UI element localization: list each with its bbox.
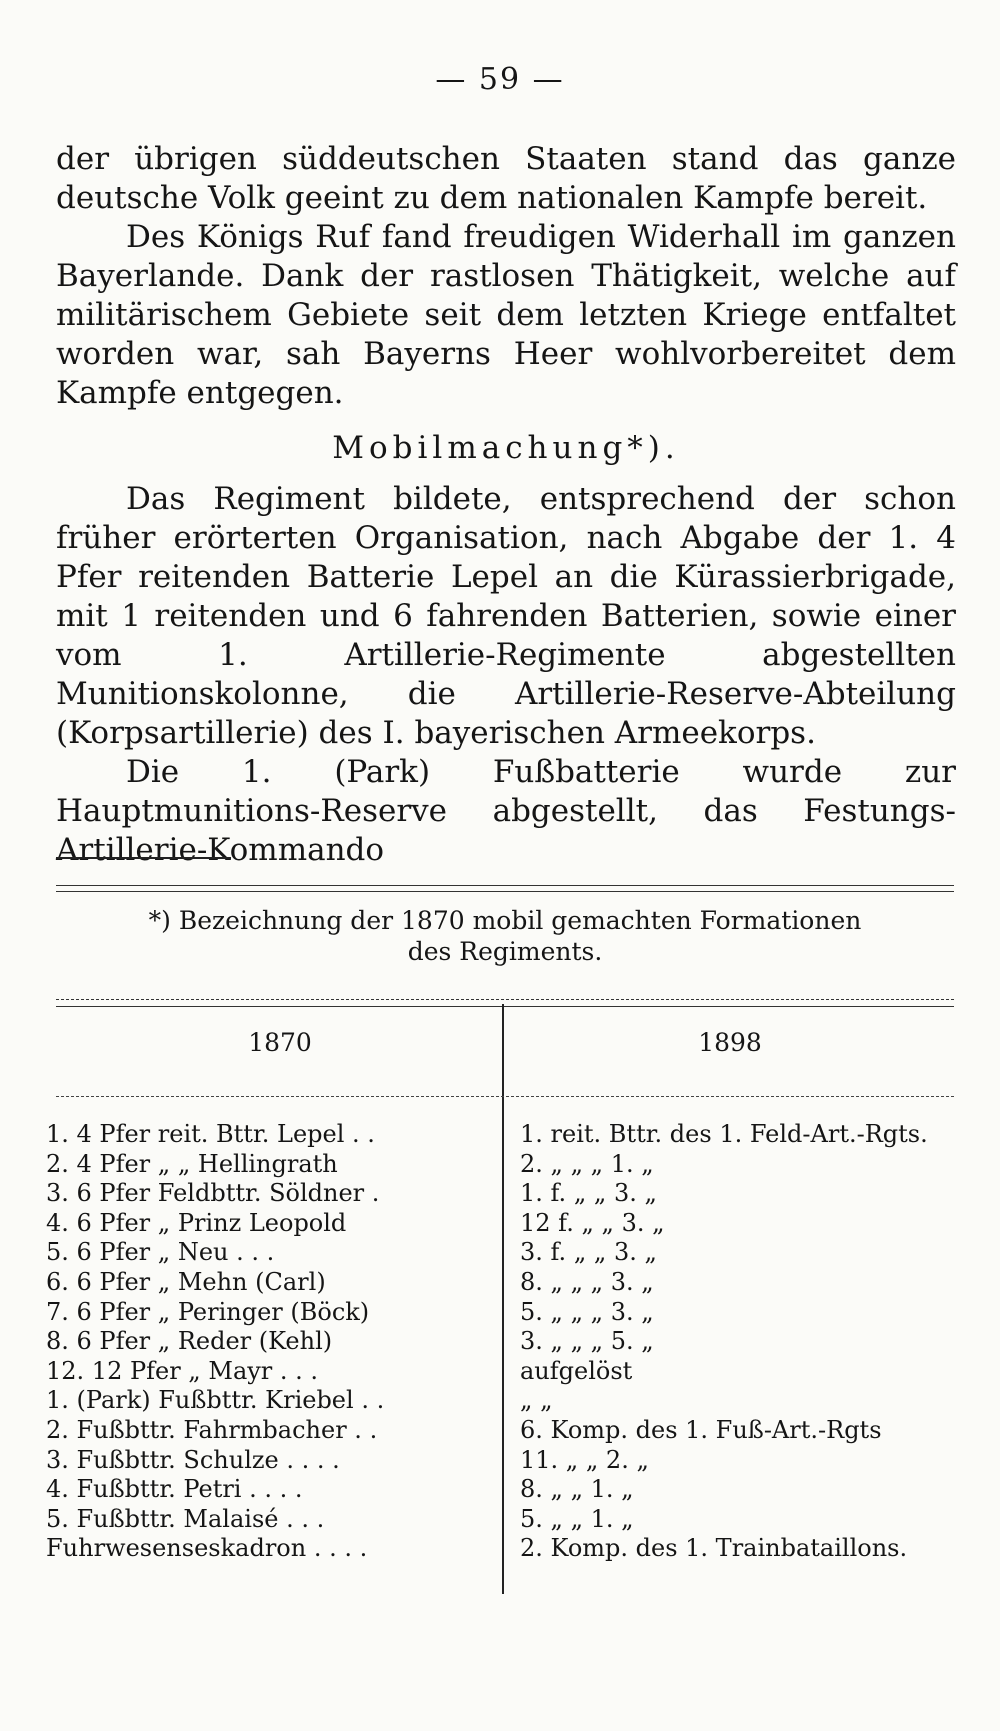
table-row: 4. 6 Pfer „ Prinz Leopold	[46, 1208, 347, 1237]
table-row: 6. 6 Pfer „ Mehn (Carl)	[46, 1267, 326, 1296]
table-row: 5. 6 Pfer „ Neu . . .	[46, 1238, 275, 1267]
table-row: 1. 4 Pfer reit. Bttr. Lepel . .	[46, 1120, 375, 1148]
table-row: 2. Fußbttr. Fahrmbacher . .	[46, 1415, 378, 1444]
table-header-rule	[56, 1096, 954, 1097]
table-row: 3. f. „ „ 3. „	[520, 1238, 657, 1267]
table-row: aufgelöst	[520, 1356, 633, 1385]
table-top-rule-2	[56, 1006, 954, 1007]
table-row: 7. 6 Pfer „ Peringer (Böck)	[46, 1297, 370, 1326]
footnote	[56, 905, 954, 967]
paragraph: der übrigen süddeutschen Staaten stand das ganze deutsche Volk geeint zu dem nationalen Kampfe bereit.	[56, 141, 956, 216]
footnote-separator	[56, 857, 231, 859]
table-row: 3. „ „ „ 5. „	[520, 1327, 654, 1356]
table-row: 12 f. „ „ 3. „	[520, 1208, 665, 1237]
table-top-rule	[56, 999, 954, 1000]
paragraph: Das Regiment bildete, entsprechend der schon früher erörterten Organisation, nach Abgabe der 1. 4 Pfer reitenden Batterie Lepel an die Kürassierbrigade, mit 1 reitenden und 6 fahrenden Batterien, sowie einer vom 1. Artillerie-Regimente abgestellten Munitionskolonne, die Artillerie-Reserve-Abteilung (Korpsartillerie) des I. bayerischen Armeekorps.	[56, 481, 956, 751]
table-header-1870: 1870	[248, 1028, 312, 1057]
table-row: 3. Fußbttr. Schulze . . . .	[46, 1445, 340, 1474]
footnote-top-rule	[56, 885, 954, 886]
table-row: 2. Komp. des 1. Trainbataillons.	[520, 1534, 908, 1563]
table-row: 8. „ „ „ 3. „	[520, 1267, 654, 1296]
table-row: Fuhrwesenseskadron . . . .	[46, 1534, 368, 1563]
table-row: 12. 12 Pfer „ Mayr . . .	[46, 1356, 319, 1385]
table-row: 6. Komp. des 1. Fuß-Art.-Rgts	[520, 1415, 882, 1444]
section-title: Mobilmachung*).	[332, 430, 680, 466]
table-header-1898: 1898	[698, 1028, 762, 1057]
table-row: 3. 6 Pfer Feldbttr. Söldner .	[46, 1179, 380, 1208]
body-text	[56, 140, 956, 870]
paragraph: Die 1. (Park) Fußbatterie wurde zur Hauptmunitions-Reserve abgestellt, das Festungs-Artillerie-Kommando	[56, 754, 956, 868]
table-row: 5. Fußbttr. Malaisé . . .	[46, 1504, 325, 1533]
table-row: 1. f. „ „ 3. „	[520, 1179, 657, 1208]
table-row: 2. „ „ „ 1. „	[520, 1149, 654, 1178]
table-row: 5. „ „ „ 3. „	[520, 1297, 654, 1326]
page-number: — 59 —	[435, 62, 565, 97]
table-column-1870	[46, 1120, 494, 1564]
table-row: 1. (Park) Fußbttr. Kriebel . .	[46, 1386, 385, 1415]
table-column-1898	[520, 1120, 960, 1564]
table-row: 8. 6 Pfer „ Reder (Kehl)	[46, 1327, 333, 1356]
footnote-line-1: *) Bezeichnung der 1870 mobil gemachten Formationen	[148, 906, 862, 935]
table-row: 1. reit. Bttr. des 1. Feld-Art.-Rgts.	[520, 1120, 928, 1148]
table-row: 4. Fußbttr. Petri . . . .	[46, 1475, 303, 1504]
table-row: 5. „ „ 1. „	[520, 1504, 634, 1533]
table-row: 11. „ „ 2. „	[520, 1445, 649, 1474]
table-row: 2. 4 Pfer „ „ Hellingrath	[46, 1149, 338, 1178]
table-row: 8. „ „ 1. „	[520, 1475, 634, 1504]
paragraph: Des Königs Ruf fand freudigen Widerhall im ganzen Bayerlande. Dank der rastlosen Thätigkeit, welche auf militärischem Gebiete seit dem letzten Kriege entfaltet worden war, sah Bayerns Heer wohlvorbereitet dem Kampfe entgegen.	[56, 219, 956, 411]
footnote-line-2: des Regiments.	[407, 937, 603, 966]
table-row: „ „	[520, 1386, 553, 1415]
footnote-top-rule-2	[56, 891, 954, 892]
table-column-divider	[502, 1004, 504, 1594]
